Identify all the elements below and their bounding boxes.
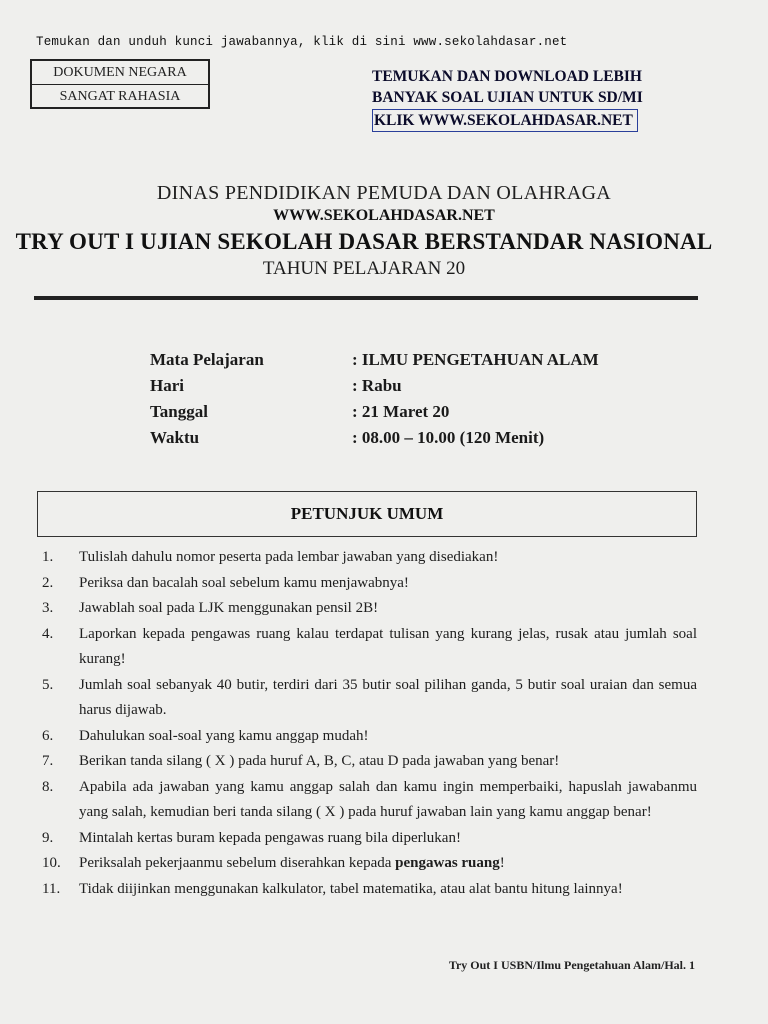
item-number: 11. <box>42 880 61 897</box>
promo-link[interactable]: KLIK WWW.SEKOLAHDASAR.NET <box>372 109 638 132</box>
info-value: : 08.00 – 10.00 (120 Menit) <box>352 428 545 447</box>
exam-info-row <box>150 399 599 425</box>
list-item <box>42 851 697 877</box>
header-divider <box>34 296 698 300</box>
item-number: 2. <box>42 574 54 591</box>
list-item <box>42 877 697 903</box>
list-item <box>42 596 697 622</box>
info-value: : Rabu <box>352 376 402 395</box>
item-text-bold: pengawas ruang <box>395 855 500 871</box>
item-text: Jawablah soal pada LJK menggunakan pensil 2B! <box>79 600 379 616</box>
item-text: Tulislah dahulu nomor peserta pada lembar jawaban yang disediakan! <box>79 549 499 565</box>
item-text-container <box>79 851 697 877</box>
item-text: Laporkan kepada pengawas ruang kalau terdapat tulisan yang kurang jelas, rusak atau jumlah soal kurang! <box>79 625 697 667</box>
instructions-list <box>42 545 697 902</box>
exam-info-row <box>150 373 599 399</box>
item-number: 4. <box>42 625 54 642</box>
promo-line-1: TEMUKAN DAN DOWNLOAD LEBIH <box>372 68 642 85</box>
item-number: 8. <box>42 778 54 795</box>
item-number: 9. <box>42 829 54 846</box>
info-value: : ILMU PENGETAHUAN ALAM <box>352 350 599 369</box>
instructions-heading: PETUNJUK UMUM <box>290 504 444 523</box>
list-item <box>42 571 697 597</box>
item-number: 3. <box>42 600 54 616</box>
exam-info-row <box>150 425 599 451</box>
item-number: 1. <box>42 549 54 565</box>
academic-year: TAHUN PELAJARAN 20 <box>262 258 466 279</box>
info-label: Hari <box>150 376 184 395</box>
item-text-tail: ! <box>499 855 505 871</box>
list-item <box>42 724 697 750</box>
item-text: Tidak diijinkan menggunakan kalkulator, tabel matematika, atau alat bantu hitung lainnya! <box>79 880 623 897</box>
website-url: WWW.SEKOLAHDASAR.NET <box>273 207 495 224</box>
item-number: 10. <box>42 855 61 871</box>
item-text: Berikan tanda silang ( X ) pada huruf A, B, C, atau D pada jawaban yang benar! <box>79 753 560 769</box>
promo-line-2: BANYAK SOAL UJIAN UNTUK SD/MI <box>372 89 643 106</box>
info-value: : 21 Maret 20 <box>352 402 450 421</box>
list-item <box>42 622 697 673</box>
item-text: Apabila ada jawaban yang kamu anggap salah dan kamu ingin memperbaiki, hapuslah jawabanmu yang salah, kemudian beri tanda silang ( X ) pada huruf jawaban lain yang kamu anggap benar! <box>79 778 697 820</box>
info-label: Mata Pelajaran <box>150 350 264 369</box>
page-footer: Try Out I USBN/Ilmu Pengetahuan Alam/Hal. 1 <box>448 958 695 972</box>
classification-box <box>30 59 210 109</box>
top-note: Temukan dan unduh kunci jawabannya, klik di sini www.sekolahdasar.net <box>36 35 568 49</box>
item-number: 5. <box>42 676 54 693</box>
item-text: Dahulukan soal-soal yang kamu anggap mudah! <box>79 727 369 744</box>
list-item <box>42 673 697 724</box>
item-number: 7. <box>42 753 54 769</box>
instructions-heading-box <box>37 491 697 537</box>
info-label: Tanggal <box>150 402 208 421</box>
item-text: Periksa dan bacalah soal sebelum kamu menjawabnya! <box>79 574 409 591</box>
list-item <box>42 749 697 775</box>
agency-name: DINAS PENDIDIKAN PEMUDA DAN OLAHRAGA <box>156 182 612 204</box>
exam-title: TRY OUT I UJIAN SEKOLAH DASAR BERSTANDAR NASIONAL <box>15 229 713 254</box>
item-text: Mintalah kertas buram kepada pengawas ruang bila diperlukan! <box>79 829 461 846</box>
exam-info-row <box>150 347 599 373</box>
list-item <box>42 826 697 852</box>
list-item <box>42 775 697 826</box>
classification-line-2: SANGAT RAHASIA <box>59 89 181 104</box>
item-number: 6. <box>42 727 54 744</box>
item-text: Periksalah pekerjaanmu sebelum diserahkan kepada <box>79 855 396 871</box>
item-text: Jumlah soal sebanyak 40 butir, terdiri dari 35 butir soal pilihan ganda, 5 butir soal uraian dan semua harus dijawab. <box>79 676 697 718</box>
info-label: Waktu <box>150 428 200 447</box>
promo-block <box>372 66 643 132</box>
exam-info <box>150 347 599 451</box>
list-item <box>42 545 697 571</box>
classification-line-1: DOKUMEN NEGARA <box>32 61 208 85</box>
